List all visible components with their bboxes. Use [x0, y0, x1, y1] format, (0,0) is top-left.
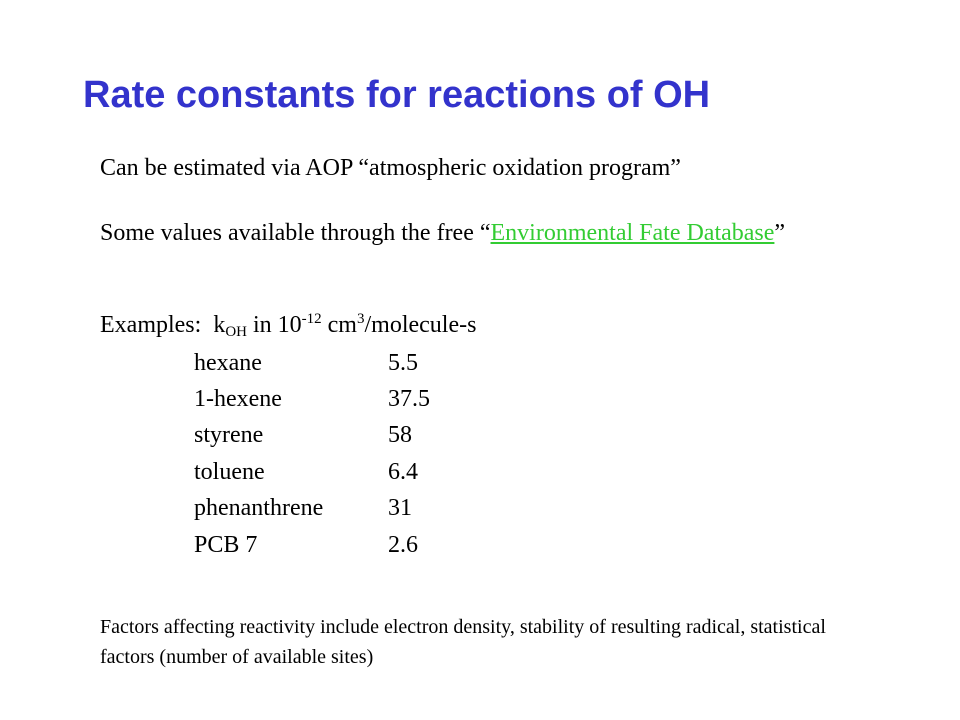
compound-value: 6.4: [388, 458, 418, 485]
compound-value: 2.6: [388, 531, 418, 558]
compound-name: phenanthrene: [194, 495, 324, 522]
units-cm-exponent: 3: [356, 311, 365, 327]
k-subscript: OH: [225, 324, 247, 340]
compound-name: PCB 7: [194, 531, 258, 558]
compound-table: [194, 345, 508, 563]
environmental-fate-database-link[interactable]: Environmental Fate Database: [490, 220, 775, 246]
examples-label: Examples:: [100, 312, 202, 338]
compound-name: toluene: [194, 458, 265, 485]
intro-text: Can be estimated via AOP “atmospheric oxidation program”: [100, 155, 681, 181]
compound-value: 58: [388, 422, 412, 449]
database-prefix: Some values available through the free “: [100, 220, 491, 246]
compound-name: hexane: [194, 349, 262, 376]
database-suffix: ”: [774, 220, 786, 246]
compound-name: 1-hexene: [194, 386, 282, 413]
table-row: [194, 527, 508, 563]
compound-value: 37.5: [388, 386, 430, 413]
slide-title: Rate constants for reactions of OH: [83, 74, 711, 116]
k-symbol: k: [213, 312, 226, 338]
units-base: in 10: [246, 312, 302, 338]
database-text: [100, 215, 845, 251]
examples-heading: [100, 312, 476, 339]
units-per-molecule: /molecule-s: [364, 312, 477, 338]
table-row: [194, 418, 508, 454]
table-row: [194, 491, 508, 527]
factors-text: Factors affecting reactivity include electron density, stability of resulting radical, statistical factors (number of available sites): [100, 616, 826, 668]
compound-value: 31: [388, 495, 412, 522]
units-exponent: -12: [301, 311, 322, 327]
compound-name: styrene: [194, 422, 264, 449]
table-row: [194, 381, 508, 417]
table-row: [194, 345, 508, 381]
table-row: [194, 454, 508, 490]
compound-value: 5.5: [388, 349, 418, 376]
units-cm: cm: [321, 312, 357, 338]
